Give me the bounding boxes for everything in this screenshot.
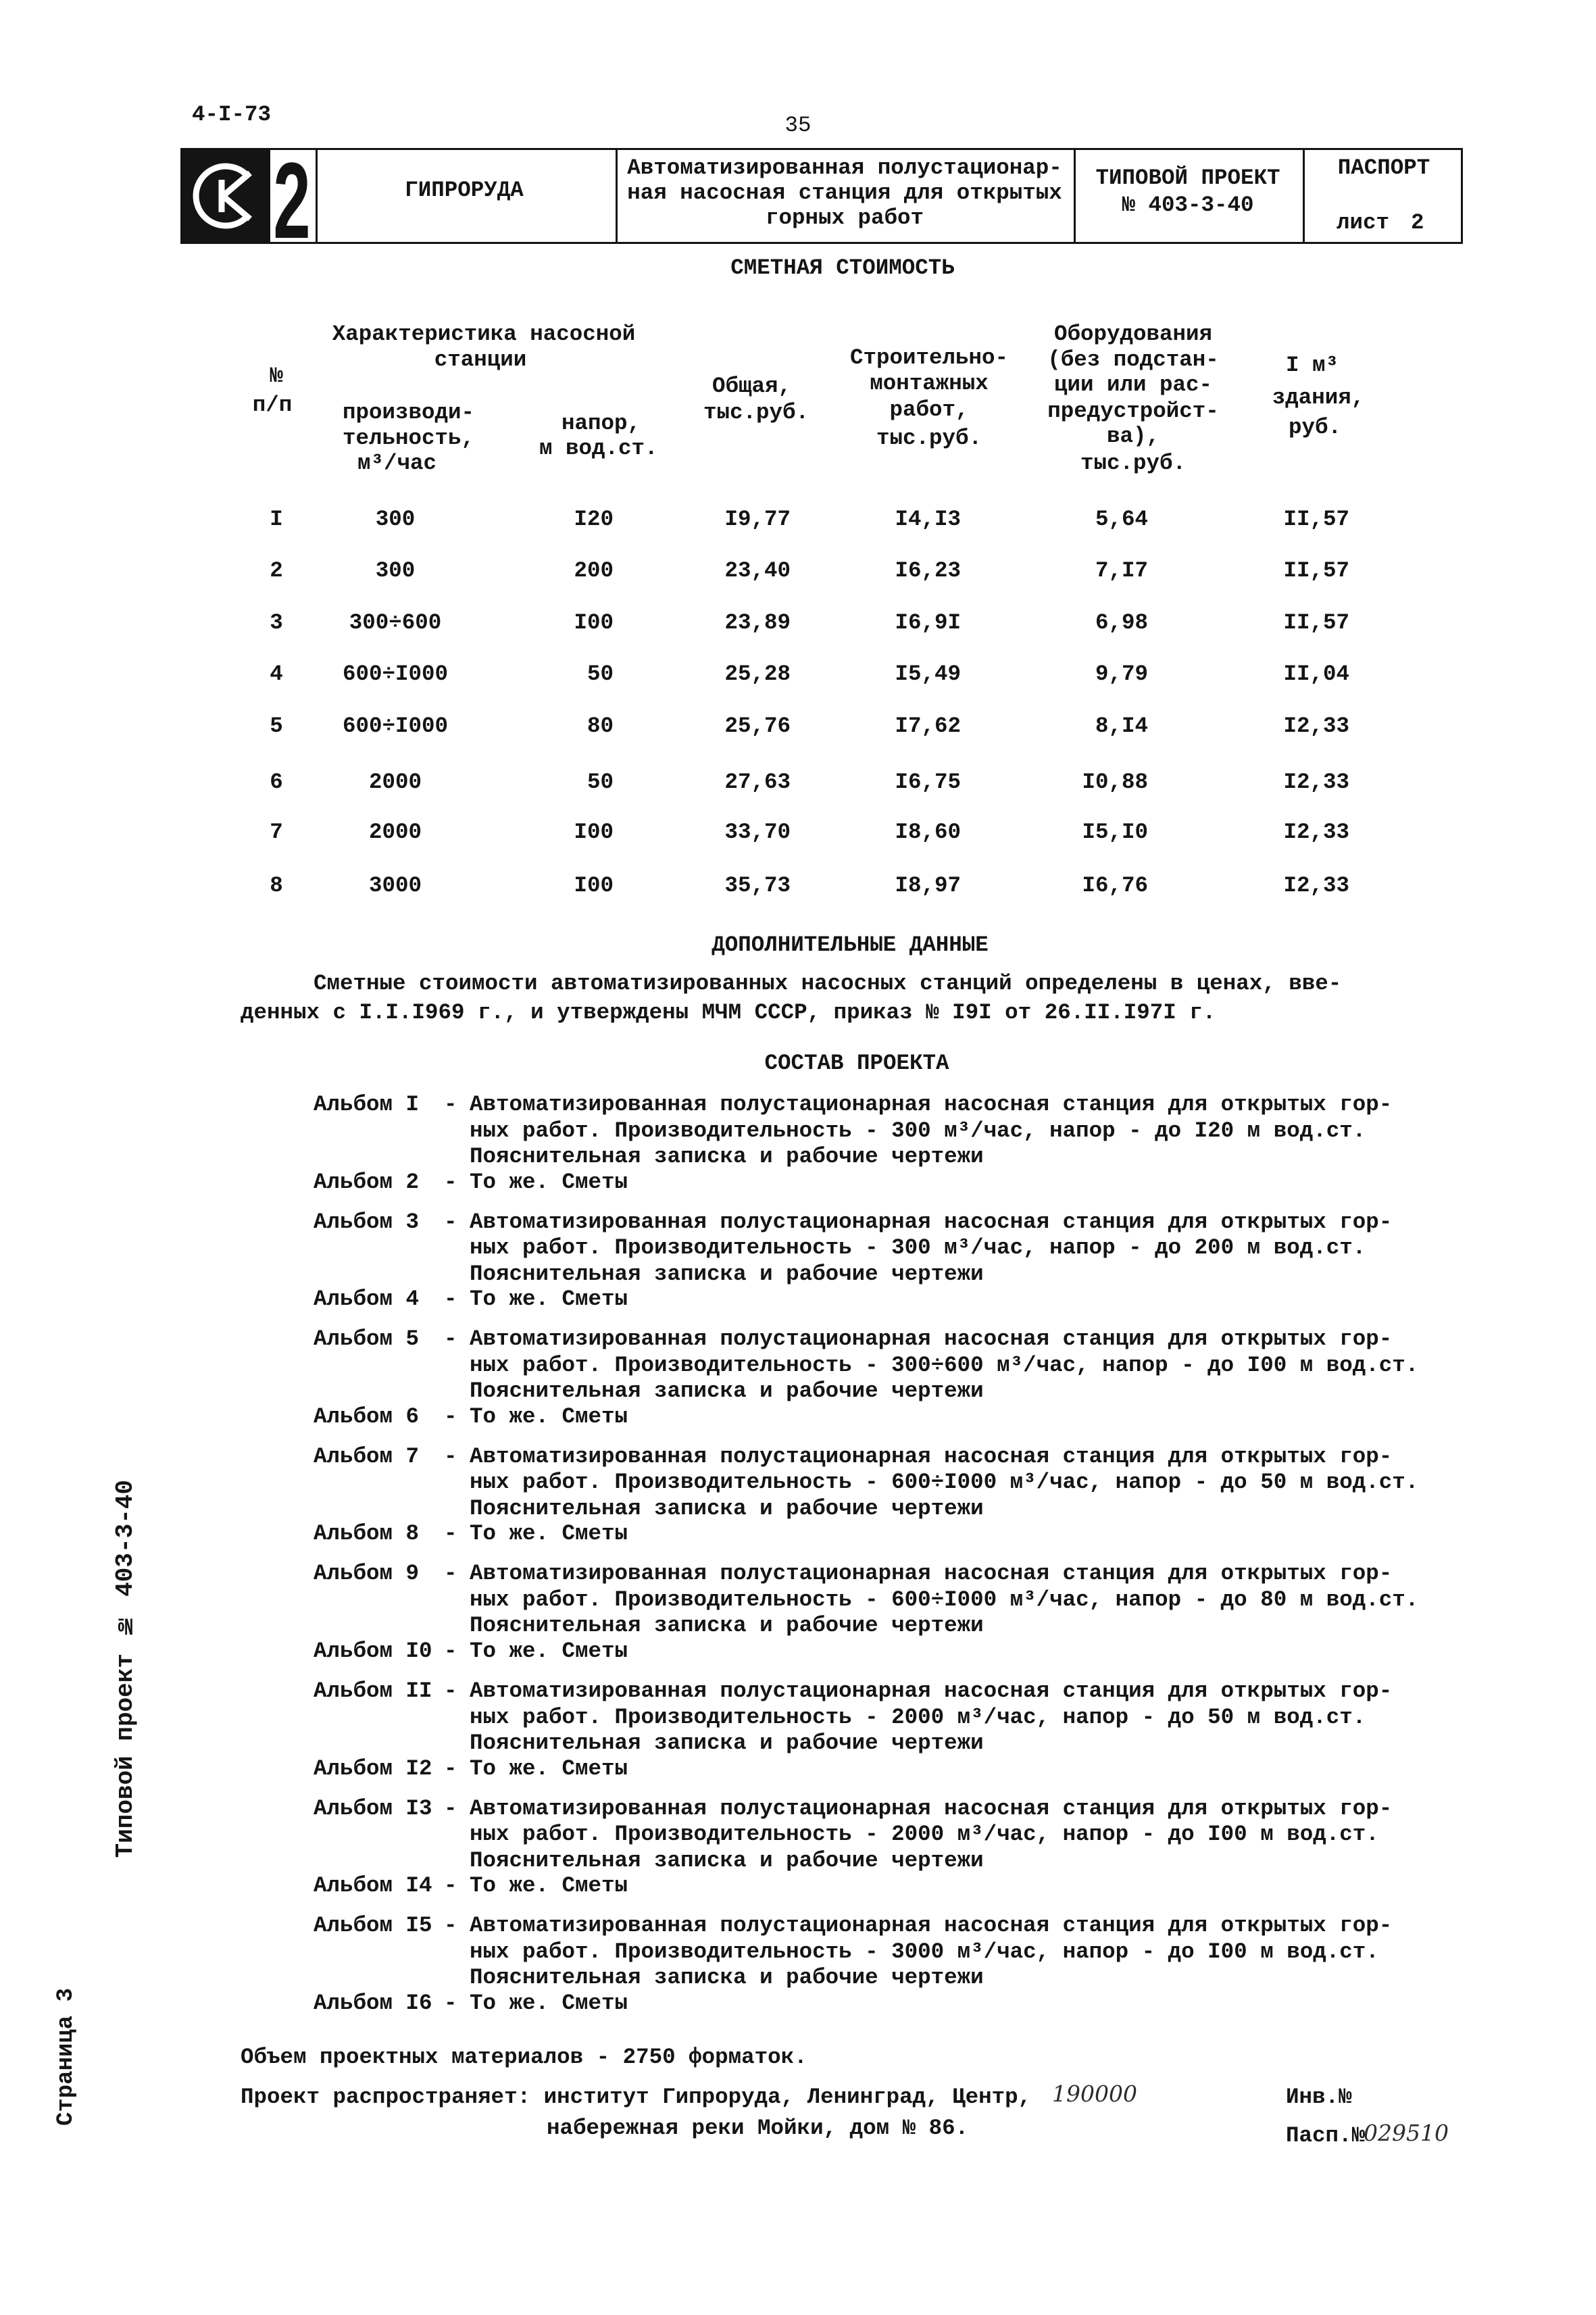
col-construction-header: работ, [889, 397, 969, 422]
album-description-line: То же. Сметы [470, 1873, 628, 1899]
table-row [0, 875, 1596, 898]
cell-per-m3: II,57 [1283, 507, 1349, 532]
album-description-line: То же. Сметы [470, 1521, 628, 1547]
album-label: Альбом 5 [314, 1326, 420, 1352]
col-station-header: станции [434, 347, 527, 372]
page-number: 35 [784, 113, 812, 138]
album-label: Альбом 2 [314, 1169, 420, 1195]
album-entry [0, 1563, 1596, 1644]
cell-capacity: 300 [375, 558, 416, 583]
cell-head: I20 [574, 507, 614, 532]
col-head-header: напор, [562, 411, 641, 436]
cell-n: 5 [270, 714, 283, 739]
cell-total: 25,76 [724, 714, 791, 739]
sheet-number: 2 [1411, 210, 1424, 235]
album-label: Альбом I6 [314, 1990, 432, 2016]
album-description-line: ных работ. Производительность - 300 м³/час, напор - до I20 м вод.ст. [470, 1118, 1366, 1143]
album-label: Альбом I5 [314, 1913, 432, 1939]
additional-text-line: денных с I.I.I969 г., и утверждены МЧМ СССР, приказ № I9I от 26.II.I97I г. [241, 1000, 1216, 1025]
cell-per-m3: II,57 [1283, 610, 1349, 635]
passport-label: Пасп.№ [1286, 2123, 1366, 2148]
cell-construction: I5,49 [895, 662, 961, 687]
project-title-line: Автоматизированная полустационар- [627, 155, 1062, 180]
col-capacity-header: производи- [343, 400, 475, 425]
cell-total: 23,89 [724, 610, 791, 635]
album-description-line: ных работ. Производительность - 2000 м³/час, напор - до 50 м вод.ст. [470, 1704, 1366, 1730]
cell-construction: I4,I3 [895, 507, 961, 532]
document-code: 4-I-73 [192, 102, 272, 127]
album-description-line: Пояснительная записка и рабочие чертежи [470, 1144, 984, 1169]
cell-head: I00 [574, 820, 614, 845]
cell-head: 50 [587, 662, 614, 687]
cell-capacity: 600÷I000 [342, 662, 449, 687]
table-row [0, 509, 1596, 532]
cell-equipment: 8,I4 [1095, 714, 1148, 739]
album-dash: - [444, 1678, 457, 1703]
album-label: Альбом 3 [314, 1209, 420, 1235]
cell-total: 23,40 [724, 558, 791, 583]
cell-head: I00 [574, 873, 614, 898]
col-per-m3-header: руб. [1288, 415, 1342, 440]
cell-per-m3: I2,33 [1283, 820, 1349, 845]
sheet-label: лист [1337, 210, 1390, 235]
album-dash: - [444, 1561, 457, 1587]
section-title-composition: СОСТАВ ПРОЕКТА [764, 1051, 949, 1076]
col-construction-header: Строительно- [849, 345, 1009, 370]
album-description-line: Автоматизированная полустационарная насосная станция для открытых гор- [470, 1326, 1393, 1352]
table-row [0, 664, 1596, 687]
cell-head: 200 [574, 558, 614, 583]
album-dash: - [444, 1990, 457, 2016]
materials-volume: Объем проектных материалов - 2750 форматок. [241, 2045, 807, 2070]
album-label: Альбом 7 [314, 1443, 420, 1469]
col-construction-header: тыс.руб. [876, 426, 982, 451]
cell-total: 35,73 [724, 873, 791, 898]
album-description-line: Пояснительная записка и рабочие чертежи [470, 1731, 984, 1756]
album-description-line: Автоматизированная полустационарная насосная станция для открытых гор- [470, 1443, 1393, 1469]
cell-head: 80 [587, 714, 614, 739]
cell-n: 6 [270, 770, 283, 795]
album-dash: - [444, 1795, 457, 1821]
cell-construction: I8,60 [895, 820, 961, 845]
cell-n: 7 [270, 820, 283, 845]
album-description-line: Автоматизированная полустационарная насосная станция для открытых гор- [470, 1678, 1393, 1703]
cell-construction: I7,62 [895, 714, 961, 739]
cell-capacity: 2000 [368, 820, 422, 845]
album-description-line: То же. Сметы [470, 1287, 628, 1312]
cell-total: I9,77 [724, 507, 791, 532]
album-description-line: ных работ. Производительность - 300÷600 м³/час, напор - до I00 м вод.ст. [470, 1352, 1419, 1378]
album-dash: - [444, 1638, 457, 1664]
album-description-line: Автоматизированная полустационарная насосная станция для открытых гор- [470, 1561, 1393, 1587]
album-description-line: ных работ. Производительность - 600÷I000 м³/час, напор - до 50 м вод.ст. [470, 1470, 1419, 1495]
project-type-label: ТИПОВОЙ ПРОЕКТ [1095, 166, 1280, 191]
distributor-line: Проект распространяет: институт Гипроруда, Ленинград, Центр, [241, 2085, 1032, 2110]
album-description-line: Пояснительная записка и рабочие чертежи [470, 1495, 984, 1521]
cell-per-m3: II,04 [1283, 662, 1349, 687]
col-equipment-header: ва), [1106, 424, 1160, 449]
album-dash: - [444, 1092, 457, 1117]
album-dash: - [444, 1873, 457, 1899]
cell-capacity: 300÷600 [349, 610, 442, 635]
section-title-additional: ДОПОЛНИТЕЛЬНЫЕ ДАННЫЕ [712, 932, 989, 957]
project-title-line: ная насосная станция для открытых [627, 180, 1062, 205]
table-row [0, 772, 1596, 795]
title-block [180, 148, 1463, 244]
album-description-line: Пояснительная записка и рабочие чертежи [470, 1261, 984, 1287]
col-head-header: м вод.ст. [539, 436, 658, 461]
col-equipment-header: (без подстан- [1047, 347, 1219, 372]
album-description-line: Пояснительная записка и рабочие чертежи [470, 1847, 984, 1873]
col-equipment-header: предустройст- [1047, 399, 1219, 424]
project-title-line: горных работ [765, 205, 924, 230]
album-dash: - [444, 1326, 457, 1352]
cell-n: I [270, 507, 283, 532]
album-description-line: Пояснительная записка и рабочие чертежи [470, 1378, 984, 1404]
cell-equipment: 9,79 [1095, 662, 1148, 687]
album-entry [0, 1209, 1596, 1293]
album-description-line: То же. Сметы [470, 1403, 628, 1429]
cell-capacity: 3000 [368, 873, 422, 898]
album-entry [0, 1915, 1596, 1996]
album-description-line: Автоматизированная полустационарная насосная станция для открытых гор- [470, 1795, 1393, 1821]
col-equipment-header: ции или рас- [1053, 372, 1213, 397]
album-label: Альбом 6 [314, 1403, 420, 1429]
inventory-label: Инв.№ [1286, 2085, 1352, 2110]
institute-logo-icon [182, 150, 268, 242]
additional-text-line: Сметные стоимости автоматизированных насосных станций определены в ценах, вве- [314, 971, 1342, 996]
album-description-line: Пояснительная записка и рабочие чертежи [470, 1613, 984, 1639]
cell-equipment: 5,64 [1095, 507, 1148, 532]
album-description-line: ных работ. Производительность - 600÷I000 м³/час, напор - до 80 м вод.ст. [470, 1587, 1419, 1612]
album-description-line: ных работ. Производительность - 3000 м³/час, напор - до I00 м вод.ст. [470, 1939, 1379, 1964]
cell-n: 3 [270, 610, 283, 635]
col-capacity-header: тельность, [343, 426, 475, 451]
col-equipment-header: тыс.руб. [1080, 451, 1187, 476]
cell-per-m3: II,57 [1283, 558, 1349, 583]
album-label: Альбом 8 [314, 1521, 420, 1547]
cell-total: 33,70 [724, 820, 791, 845]
album-label: Альбом II [314, 1678, 432, 1703]
album-label: Альбом 9 [314, 1561, 420, 1587]
album-description-line: ных работ. Производительность - 300 м³/час, напор - до 200 м вод.ст. [470, 1235, 1366, 1261]
album-label: Альбом I3 [314, 1795, 432, 1821]
album-description-line: Автоматизированная полустационарная насосная станция для открытых гор- [470, 1209, 1393, 1235]
cell-equipment: I0,88 [1082, 770, 1148, 795]
album-dash: - [444, 1169, 457, 1195]
table-row [0, 560, 1596, 583]
album-dash: - [444, 1756, 457, 1781]
album-description-line: Автоматизированная полустационарная насосная станция для открытых гор- [470, 1092, 1393, 1117]
cell-n: 8 [270, 873, 283, 898]
album-label: Альбом 4 [314, 1287, 420, 1312]
cell-n: 4 [270, 662, 283, 687]
col-total-header: тыс.руб. [703, 400, 809, 425]
cell-equipment: 7,I7 [1095, 558, 1148, 583]
sheet-index: 2 [273, 148, 311, 244]
album-description-line: ных работ. Производительность - 2000 м³/час, напор - до I00 м вод.ст. [470, 1822, 1379, 1847]
cell-construction: I8,97 [895, 873, 961, 898]
album-dash: - [444, 1209, 457, 1235]
album-description-line: Автоматизированная полустационарная насосная станция для открытых гор- [470, 1913, 1393, 1939]
cell-head: 50 [587, 770, 614, 795]
album-entry [0, 1678, 1596, 1762]
cell-equipment: 6,98 [1095, 610, 1148, 635]
margin-project-reference: Типовой проект № 403-3-40 [111, 1480, 139, 1858]
cell-capacity: 600÷I000 [342, 714, 449, 739]
cell-n: 2 [270, 558, 283, 583]
cell-per-m3: I2,33 [1283, 770, 1349, 795]
col-total-header: Общая, [712, 374, 792, 399]
col-per-m3-header: I м³ [1285, 353, 1339, 378]
distributor-address: набережная реки Мойки, дом № 86. [547, 2116, 969, 2141]
cell-construction: I6,23 [895, 558, 961, 583]
cell-capacity: 300 [375, 507, 416, 532]
album-description-line: То же. Сметы [470, 1990, 628, 2016]
cell-equipment: I6,76 [1082, 873, 1148, 898]
cell-total: 25,28 [724, 662, 791, 687]
album-dash: - [444, 1403, 457, 1429]
section-title-estimate: СМЕТНАЯ СТОИМОСТЬ [730, 255, 955, 280]
cell-equipment: I5,I0 [1082, 820, 1148, 845]
album-label: Альбом I0 [314, 1638, 432, 1664]
cell-total: 27,63 [724, 770, 791, 795]
album-dash: - [444, 1521, 457, 1547]
cell-capacity: 2000 [368, 770, 422, 795]
col-number-header: № [270, 364, 283, 389]
col-capacity-header: м³/час [357, 451, 437, 476]
organization-name: ГИПРОРУДА [405, 178, 524, 203]
col-station-header: Характеристика насосной [332, 322, 636, 347]
margin-page-label: Страница 3 [53, 1988, 79, 2126]
album-label: Альбом I [314, 1092, 420, 1117]
album-description-line: То же. Сметы [470, 1169, 628, 1195]
table-row [0, 822, 1596, 845]
album-description-line: Пояснительная записка и рабочие чертежи [470, 1965, 984, 1991]
col-number-header: п/п [252, 393, 293, 418]
postcode-handwritten: 190000 [1052, 2081, 1137, 2107]
album-dash: - [444, 1287, 457, 1312]
album-dash: - [444, 1443, 457, 1469]
project-number: № 403-3-40 [1122, 193, 1254, 218]
document-type: ПАСПОРТ [1337, 155, 1430, 180]
table-row [0, 612, 1596, 635]
album-entry [0, 1443, 1596, 1527]
album-description-line: То же. Сметы [470, 1756, 628, 1781]
col-equipment-header: Оборудования [1053, 322, 1213, 347]
table-row [0, 716, 1596, 739]
cell-head: I00 [574, 610, 614, 635]
album-dash: - [444, 1913, 457, 1939]
album-entry [0, 1094, 1596, 1175]
cell-per-m3: I2,33 [1283, 873, 1349, 898]
album-label: Альбом I2 [314, 1756, 432, 1781]
col-construction-header: монтажных [870, 371, 989, 396]
col-per-m3-header: здания, [1272, 385, 1365, 410]
album-description-line: То же. Сметы [470, 1638, 628, 1664]
passport-number-handwritten: 029510 [1364, 2120, 1449, 2146]
album-entry [0, 1328, 1596, 1410]
album-label: Альбом I4 [314, 1873, 432, 1899]
cell-per-m3: I2,33 [1283, 714, 1349, 739]
cell-construction: I6,9I [895, 610, 961, 635]
cell-construction: I6,75 [895, 770, 961, 795]
album-entry [0, 1795, 1596, 1879]
